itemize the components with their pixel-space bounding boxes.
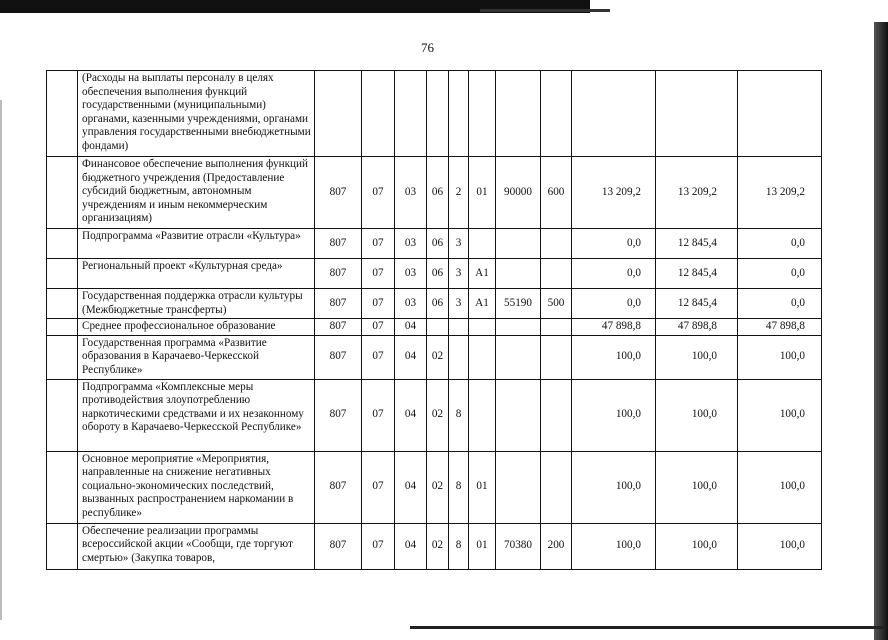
row-blank-cell [47, 289, 78, 319]
cell-subsection-code: 04 [395, 523, 427, 569]
table-row [47, 379, 822, 451]
cell-amount-2: 12 845,4 [656, 289, 738, 319]
cell-direction-code [496, 379, 541, 451]
cell-amount-3: 100,0 [738, 379, 822, 451]
table-row [47, 71, 822, 157]
cell-subprogram-code: 3 [449, 259, 469, 289]
table-row [47, 259, 822, 289]
cell-section-code: 07 [362, 259, 395, 289]
cell-section-code: 07 [362, 451, 395, 523]
cell-program-code: 06 [427, 229, 449, 259]
cell-ministry-code: 807 [315, 451, 362, 523]
row-blank-cell [47, 259, 78, 289]
cell-section-code: 07 [362, 229, 395, 259]
row-blank-cell [47, 157, 78, 229]
cell-ministry-code: 807 [315, 259, 362, 289]
cell-section-code [362, 71, 395, 157]
row-name: (Расходы на выплаты персоналу в целях обеспечения выполнения функций государственными (муниципальными) органами, казенными учреждениями, органами управления государственными внебюджетными фондами) [78, 71, 315, 157]
cell-expense-type-code [541, 259, 572, 289]
cell-program-code: 02 [427, 335, 449, 379]
cell-expense-type-code [541, 319, 572, 336]
cell-expense-type-code [541, 335, 572, 379]
cell-subprogram-code: 3 [449, 289, 469, 319]
table-row [47, 319, 822, 336]
cell-expense-type-code: 500 [541, 289, 572, 319]
scan-border-top-tail [480, 9, 610, 12]
scan-border-left [0, 100, 2, 620]
cell-subprogram-code: 3 [449, 229, 469, 259]
table-row [47, 451, 822, 523]
cell-ministry-code: 807 [315, 289, 362, 319]
cell-amount-2: 100,0 [656, 451, 738, 523]
cell-event-code [469, 229, 496, 259]
row-blank-cell [47, 523, 78, 569]
cell-program-code: 06 [427, 289, 449, 319]
cell-subsection-code: 04 [395, 451, 427, 523]
cell-amount-2 [656, 71, 738, 157]
row-blank-cell [47, 335, 78, 379]
cell-ministry-code: 807 [315, 319, 362, 336]
cell-subprogram-code: 8 [449, 451, 469, 523]
cell-amount-1: 13 209,2 [572, 157, 656, 229]
cell-program-code: 02 [427, 451, 449, 523]
cell-event-code: 01 [469, 523, 496, 569]
cell-direction-code: 90000 [496, 157, 541, 229]
cell-subsection-code: 03 [395, 229, 427, 259]
cell-program-code [427, 71, 449, 157]
row-name: Государственная поддержка отрасли культуры (Межбюджетные трансферты) [78, 289, 315, 319]
cell-ministry-code: 807 [315, 157, 362, 229]
row-name: Обеспечение реализации программы всероссийской акции «Сообщи, где торгуют смертью» (Закупка товаров, [78, 523, 315, 569]
cell-ministry-code: 807 [315, 229, 362, 259]
cell-direction-code: 70380 [496, 523, 541, 569]
cell-amount-3: 100,0 [738, 523, 822, 569]
cell-amount-2: 47 898,8 [656, 319, 738, 336]
cell-subsection-code: 03 [395, 259, 427, 289]
cell-subsection-code: 04 [395, 379, 427, 451]
row-name: Среднее профессиональное образование [78, 319, 315, 336]
page-number: 76 [421, 40, 434, 55]
cell-amount-2: 100,0 [656, 379, 738, 451]
cell-event-code: 01 [469, 451, 496, 523]
cell-program-code: 06 [427, 259, 449, 289]
cell-amount-1: 0,0 [572, 259, 656, 289]
cell-section-code: 07 [362, 157, 395, 229]
cell-subsection-code: 03 [395, 157, 427, 229]
cell-section-code: 07 [362, 289, 395, 319]
cell-section-code: 07 [362, 379, 395, 451]
cell-direction-code [496, 71, 541, 157]
cell-amount-3: 0,0 [738, 289, 822, 319]
cell-amount-3: 47 898,8 [738, 319, 822, 336]
cell-expense-type-code: 200 [541, 523, 572, 569]
cell-direction-code [496, 259, 541, 289]
cell-expense-type-code: 600 [541, 157, 572, 229]
cell-amount-3: 13 209,2 [738, 157, 822, 229]
cell-subprogram-code: 8 [449, 523, 469, 569]
row-name: Основное мероприятие «Мероприятия, направленные на снижение негативных социально-экономических последствий, вызванных распространением наркомании в республике» [78, 451, 315, 523]
table-row [47, 523, 822, 569]
row-blank-cell [47, 379, 78, 451]
row-blank-cell [47, 71, 78, 157]
cell-section-code: 07 [362, 523, 395, 569]
cell-subprogram-code [449, 319, 469, 336]
cell-section-code: 07 [362, 319, 395, 336]
cell-subprogram-code [449, 71, 469, 157]
cell-amount-1: 100,0 [572, 379, 656, 451]
cell-amount-1: 100,0 [572, 451, 656, 523]
table-row [47, 229, 822, 259]
cell-event-code [469, 335, 496, 379]
cell-ministry-code [315, 71, 362, 157]
row-blank-cell [47, 319, 78, 336]
scan-border-right [874, 22, 888, 640]
cell-amount-2: 13 209,2 [656, 157, 738, 229]
cell-subsection-code: 03 [395, 289, 427, 319]
cell-expense-type-code [541, 451, 572, 523]
row-name: Региональный проект «Культурная среда» [78, 259, 315, 289]
cell-direction-code: 55190 [496, 289, 541, 319]
cell-event-code: А1 [469, 289, 496, 319]
cell-amount-2: 12 845,4 [656, 259, 738, 289]
cell-program-code [427, 319, 449, 336]
row-name: Подпрограмма «Комплексные меры противодействия злоупотреблению наркотическими средствами и их незаконному обороту в Карачаево-Черкесской Республике» [78, 379, 315, 451]
cell-ministry-code: 807 [315, 523, 362, 569]
cell-expense-type-code [541, 229, 572, 259]
cell-event-code: 01 [469, 157, 496, 229]
cell-program-code: 02 [427, 523, 449, 569]
cell-amount-3: 0,0 [738, 229, 822, 259]
cell-program-code: 06 [427, 157, 449, 229]
cell-amount-3 [738, 71, 822, 157]
cell-event-code [469, 71, 496, 157]
table-row [47, 157, 822, 229]
cell-amount-2: 100,0 [656, 523, 738, 569]
cell-expense-type-code [541, 379, 572, 451]
cell-amount-1: 100,0 [572, 335, 656, 379]
cell-direction-code [496, 451, 541, 523]
cell-section-code: 07 [362, 335, 395, 379]
cell-direction-code [496, 335, 541, 379]
cell-amount-1: 0,0 [572, 229, 656, 259]
cell-amount-2: 100,0 [656, 335, 738, 379]
cell-event-code [469, 319, 496, 336]
cell-event-code: А1 [469, 259, 496, 289]
cell-direction-code [496, 319, 541, 336]
cell-subsection-code [395, 71, 427, 157]
table-row [47, 289, 822, 319]
cell-program-code: 02 [427, 379, 449, 451]
row-name: Государственная программа «Развитие образования в Карачаево-Черкесской Республике» [78, 335, 315, 379]
cell-subprogram-code: 8 [449, 379, 469, 451]
cell-amount-3: 100,0 [738, 335, 822, 379]
cell-expense-type-code [541, 71, 572, 157]
cell-amount-3: 100,0 [738, 451, 822, 523]
cell-amount-1 [572, 71, 656, 157]
cell-amount-2: 12 845,4 [656, 229, 738, 259]
cell-amount-3: 0,0 [738, 259, 822, 289]
cell-ministry-code: 807 [315, 335, 362, 379]
cell-subsection-code: 04 [395, 319, 427, 336]
cell-amount-1: 100,0 [572, 523, 656, 569]
cell-direction-code [496, 229, 541, 259]
cell-subsection-code: 04 [395, 335, 427, 379]
cell-event-code [469, 379, 496, 451]
cell-subprogram-code [449, 335, 469, 379]
scan-border-bottom [410, 626, 884, 629]
cell-ministry-code: 807 [315, 379, 362, 451]
cell-amount-1: 0,0 [572, 289, 656, 319]
table-row [47, 335, 822, 379]
row-name: Финансовое обеспечение выполнения функций бюджетного учреждения (Предоставление субсидий бюджетным, автономным учреждениям и иным некоммерческим организациям) [78, 157, 315, 229]
cell-subprogram-code: 2 [449, 157, 469, 229]
row-blank-cell [47, 229, 78, 259]
budget-table [46, 70, 822, 570]
row-blank-cell [47, 451, 78, 523]
row-name: Подпрограмма «Развитие отрасли «Культура» [78, 229, 315, 259]
cell-amount-1: 47 898,8 [572, 319, 656, 336]
